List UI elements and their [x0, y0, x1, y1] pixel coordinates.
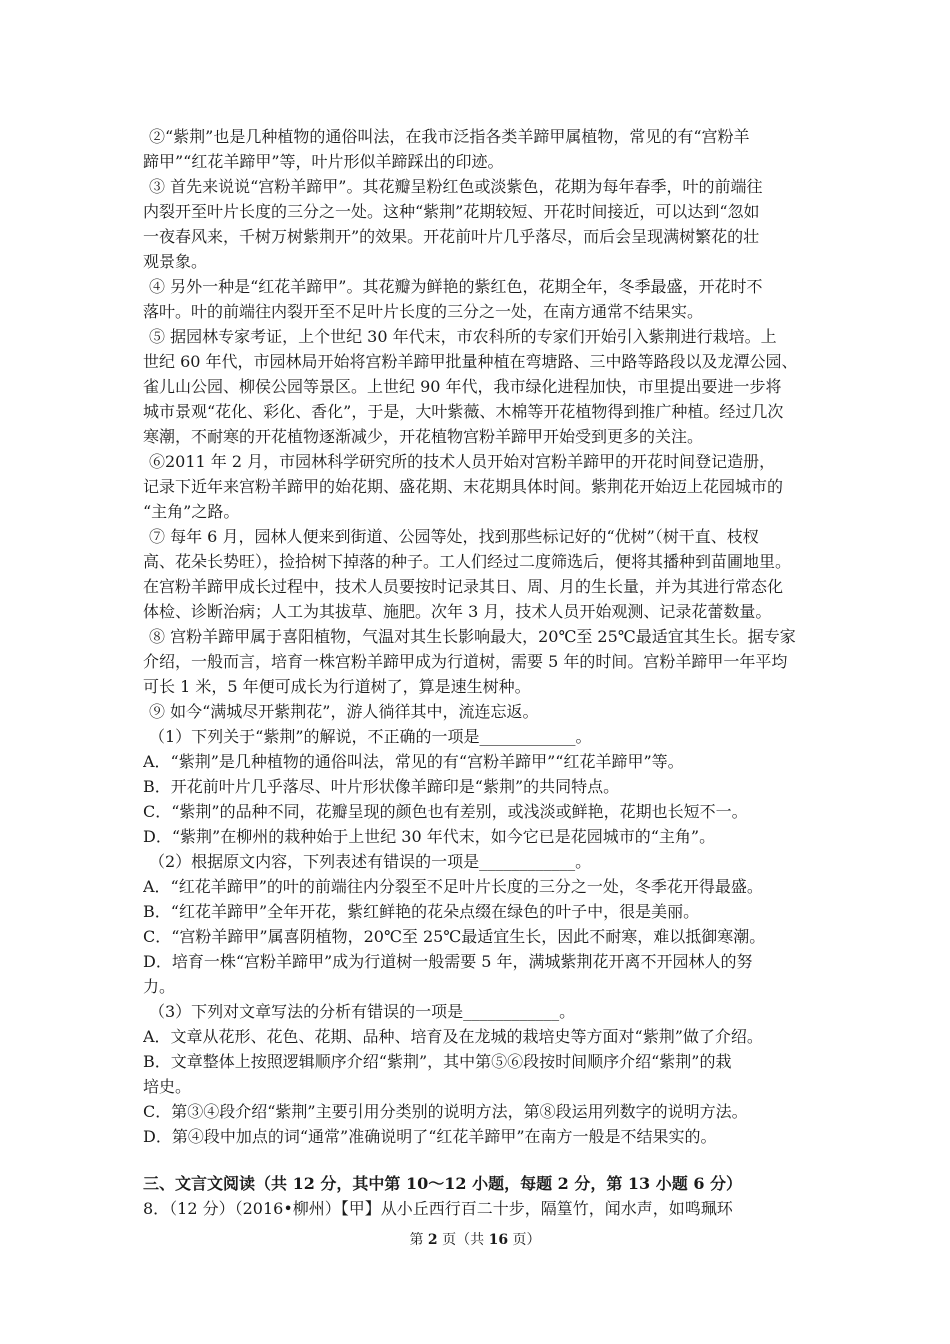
paragraph-5-line: ⑤ 据园林专家考证，上个世纪 30 年代末，市农科所的专家们开始引入紫荆进行栽培。上	[149, 327, 777, 346]
footer-prefix: 第	[409, 1232, 428, 1248]
section-gap	[143, 1149, 815, 1171]
paragraph-6-line: 记录下近年来宫粉羊蹄甲的始花期、盛花期、末花期具体时间。紫荆花开始迈上花园城市的	[143, 477, 784, 496]
footer-total-pages: 16	[488, 1232, 509, 1248]
footer-page-number: 2	[427, 1232, 438, 1248]
section-3-title: 三、文言文阅读（共 12 分，其中第 10～12 小题，每题 2 分，第 13 小题 6 分）	[143, 1174, 743, 1193]
question-2-option-A: A．“红花羊蹄甲”的叶的前端往内分裂至不足叶片长度的三分之一处，冬季花开得最盛。	[143, 877, 763, 896]
page-content	[143, 124, 815, 1221]
question-3-option-B: 培史。	[143, 1077, 192, 1096]
paragraph-3-line: 观景象。	[143, 252, 208, 271]
paragraph-8-line: ⑧ 宫粉羊蹄甲属于喜阳植物，气温对其生长影响最大，20℃至 25℃最适宜其生长。据专家	[149, 627, 796, 646]
paragraph-3-line: 内裂开至叶片长度的三分之一处。这种“紫荆”花期较短、开花时间接近，可以达到“忽如	[143, 202, 760, 221]
question-1-option-B: B．开花前叶片几乎落尽、叶片形状像羊蹄印是“紫荆”的共同特点。	[143, 777, 620, 796]
paragraph-5-line: 城市景观“花化、彩化、香化”，于是，大叶紫薇、木棉等开花植物得到推广种植。经过几次	[143, 402, 784, 421]
paragraph-6-line: “主角”之路。	[143, 502, 240, 521]
question-3-option-B: B．文章整体上按照逻辑顺序介绍“紫荆”，其中第⑤⑥段按时间顺序介绍“紫荆”的栽	[143, 1052, 732, 1071]
question-2-option-B: B．“红花羊蹄甲”全年开花，紫红鲜艳的花朵点缀在绿色的叶子中，很是美丽。	[143, 902, 700, 921]
footer-middle: 页（共	[437, 1232, 489, 1248]
question-3-option-A: A．文章从花形、花色、花期、品种、培育及在龙城的栽培史等方面对“紫荆”做了介绍。	[143, 1027, 763, 1046]
paragraph-8-line: 可长 1 米，5 年便可成长为行道树了，算是速生树种。	[143, 677, 531, 696]
question-1-option-C: C．“紫荆”的品种不同，花瓣呈现的颜色也有差别，或浅淡或鲜艳，花期也长短不一。	[143, 802, 748, 821]
paragraph-8-line: 介绍，一般而言，培育一株宫粉羊蹄甲成为行道树，需要 5 年的时间。宫粉羊蹄甲一年平均	[143, 652, 788, 671]
question-2-stem: （2）根据原文内容，下列表述有错误的一项是____________。	[149, 852, 592, 871]
paragraph-4-line: ④ 另外一种是“红花羊蹄甲”。其花瓣为鲜艳的紫红色，花期全年，冬季最盛，开花时不	[149, 277, 763, 296]
question-3-stem: （3）下列对文章写法的分析有错误的一项是____________。	[149, 1002, 576, 1021]
paragraph-5-line: 雀儿山公园、柳侯公园等景区。上世纪 90 年代，我市绿化进程加快，市里提出要进一步将	[143, 377, 782, 396]
paragraph-9-line: ⑨ 如今“满城尽开紫荆花”，游人徜徉其中，流连忘返。	[149, 702, 539, 721]
paragraph-2-line: ②“紫荆”也是几种植物的通俗叫法，在我市泛指各类羊蹄甲属植物，常见的有“宫粉羊	[149, 127, 750, 146]
question-2-option-C: C．“宫粉羊蹄甲”属喜阴植物，20℃至 25℃最适宜生长，因此不耐寒，难以抵御寒潮。	[143, 927, 766, 946]
paragraph-3-line: 一夜春风来，千树万树紫荆开”的效果。开花前叶片几乎落尽，而后会呈现满树繁花的壮	[143, 227, 760, 246]
question-8-line: 8．（12 分）（2016•柳州）【甲】从小丘西行百二十步，隔篁竹，闻水声，如鸣珮环	[143, 1199, 733, 1218]
paragraph-7-line: 在宫粉羊蹄甲成长过程中，技术人员要按时记录其日、周、月的生长量，并为其进行常态化	[143, 577, 784, 596]
page-footer	[0, 1230, 950, 1250]
paragraph-7-line: 高、花朵长势旺），捡拾树下掉落的种子。工人们经过二度筛选后，便将其播种到苗圃地里。	[143, 552, 792, 571]
footer-suffix: 页）	[508, 1232, 541, 1248]
question-3-option-C: C．第③④段介绍“紫荆”主要引用分类别的说明方法，第⑧段运用列数字的说明方法。	[143, 1102, 748, 1121]
question-1-stem: （1）下列关于“紫荆”的解说，不正确的一项是____________。	[149, 727, 592, 746]
paragraph-7-line: 体检、诊断治病；人工为其拔草、施肥。次年 3 月，技术人员开始观测、记录花蕾数量。	[143, 602, 772, 621]
paragraph-7-line: ⑦ 每年 6 月，园林人便来到街道、公园等处，找到那些标记好的“优树”（树干直、枝杈	[149, 527, 759, 546]
question-1-option-A: A．“紫荆”是几种植物的通俗叫法，常见的有“宫粉羊蹄甲”“红花羊蹄甲”等。	[143, 752, 684, 771]
paragraph-6-line: ⑥2011 年 2 月，市园林科学研究所的技术人员开始对宫粉羊蹄甲的开花时间登记造册，	[149, 452, 776, 471]
paragraph-5-line: 寒潮，不耐寒的开花植物逐渐减少，开花植物宫粉羊蹄甲开始受到更多的关注。	[143, 427, 704, 446]
paragraph-4-line: 落叶。叶的前端往内裂开至不足叶片长度的三分之一处，在南方通常不结果实。	[143, 302, 704, 321]
paragraph-5-line: 世纪 60 年代，市园林局开始将宫粉羊蹄甲批量种植在弯塘路、三中路等路段以及龙潭公园、	[143, 352, 798, 371]
paragraph-3-line: ③ 首先来说说“宫粉羊蹄甲”。其花瓣呈粉红色或淡紫色，花期为每年春季，叶的前端往	[149, 177, 763, 196]
question-2-option-D: 力。	[143, 977, 176, 996]
paragraph-2-line: 蹄甲”“红花羊蹄甲”等，叶片形似羊蹄踩出的印迹。	[143, 152, 504, 171]
question-3-option-D: D．第④段中加点的词“通常”准确说明了“红花羊蹄甲”在南方一般是不结果实的。	[143, 1127, 717, 1146]
question-2-option-D: D．培育一株“宫粉羊蹄甲”成为行道树一般需要 5 年，满城紫荆花开离不开园林人的努	[143, 952, 753, 971]
question-1-option-D: D．“紫荆”在柳州的栽种始于上世纪 30 年代末，如今它已是花园城市的“主角”。	[143, 827, 716, 846]
